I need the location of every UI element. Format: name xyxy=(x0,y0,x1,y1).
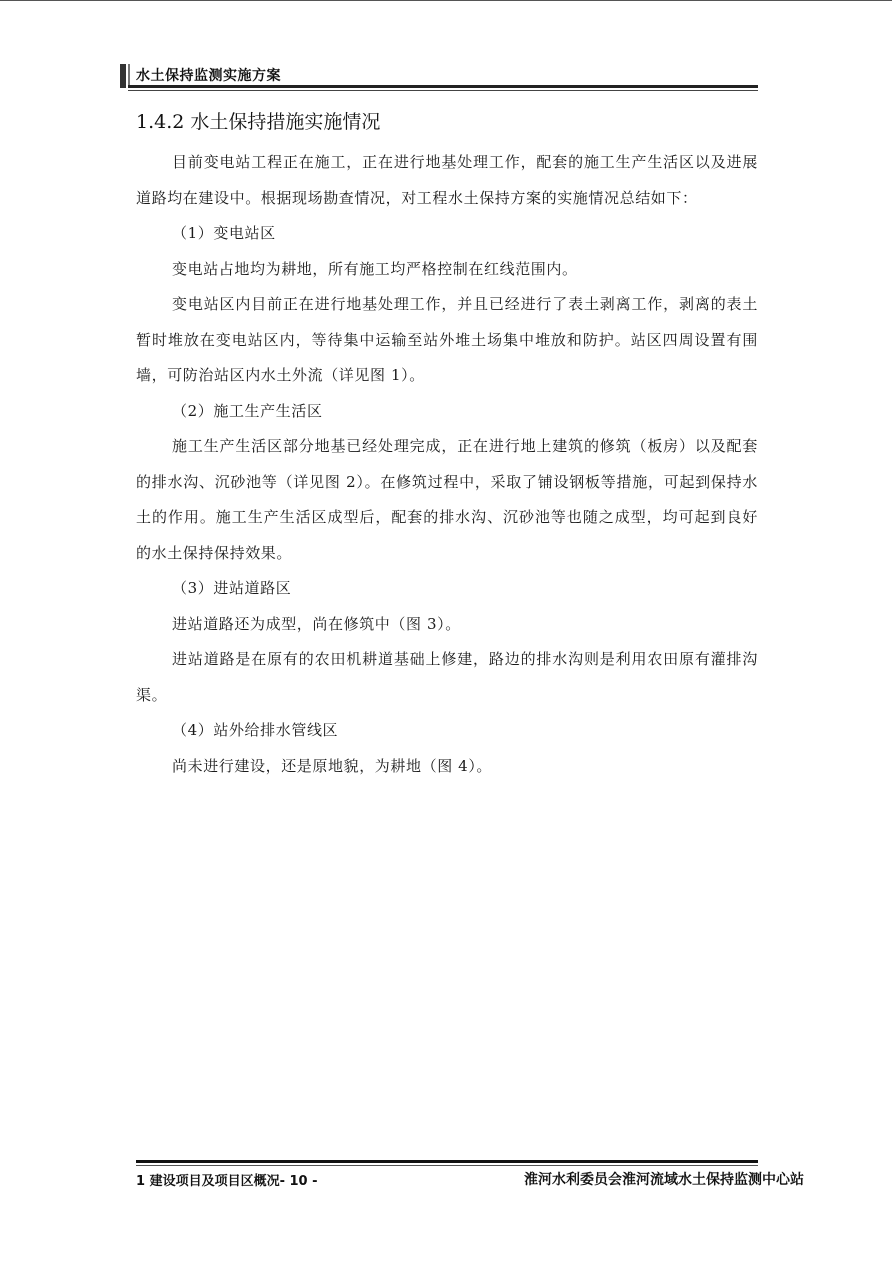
subheading-construction-area: （2）施工生产生活区 xyxy=(172,401,323,420)
footer-rule-thick xyxy=(136,1160,758,1163)
header-marker-bar xyxy=(120,64,126,88)
paragraph-substation-land: 变电站占地均为耕地，所有施工均严格控制在红线范围内。 xyxy=(172,259,578,278)
subheading-access-road: （3）进站道路区 xyxy=(172,579,292,597)
page-header xyxy=(120,64,758,92)
paragraph-intro: 目前变电站工程正在施工，正在进行地基处理工作，配套的施工生产生活区以及进展道路均在建设中。根据现场勘查情况，对工程水土保持方案的实施情况总结如下： xyxy=(136,153,758,207)
footer-rule-thin xyxy=(136,1165,758,1166)
subheading-pipeline-area: （4）站外给排水管线区 xyxy=(172,721,339,739)
header-rule-thin xyxy=(128,90,758,91)
body-text xyxy=(136,145,758,784)
footer-chapter-page: 1 建设项目及项目区概况- 10 - xyxy=(136,1174,318,1189)
subheading-substation: （1）变电站区 xyxy=(172,224,276,242)
footer-organization: 淮河水利委员会淮河流域水土保持监测中心站 xyxy=(524,1172,804,1188)
paragraph-access-road-status: 进站道路还为成型，尚在修筑中（图 3）。 xyxy=(172,614,461,633)
section-heading: 1.4.2 水土保持措施实施情况 xyxy=(136,111,381,133)
paragraph-access-road-drainage: 进站道路是在原有的农田机耕道基础上修建，路边的排水沟则是利用农田原有灌排沟渠。 xyxy=(136,650,758,704)
page-top-border xyxy=(0,0,892,1)
header-rule-thick xyxy=(128,85,758,88)
paragraph-construction-area: 施工生产生活区部分地基已经处理完成，正在进行地上建筑的修筑（板房）以及配套的排水沟、沉砂池等（详见图 2）。在修筑过程中，采取了铺设钢板等措施，可起到保持水土的作用。施工生产生活区成型后，配套的排水沟、沉砂池等也随之成型，均可起到良好的水土保持保持效果。 xyxy=(136,437,758,562)
paragraph-substation-works: 变电站区内目前正在进行地基处理工作，并且已经进行了表土剥离工作，剥离的表土暂时堆放在变电站区内，等待集中运输至站外堆土场集中堆放和防护。站区四周设置有围墙，可防治站区内水土外流（详见图 1）。 xyxy=(136,295,758,384)
header-title: 水土保持监测实施方案 xyxy=(136,68,281,84)
paragraph-pipeline-area: 尚未进行建设，还是原地貌，为耕地（图 4）。 xyxy=(172,756,493,775)
